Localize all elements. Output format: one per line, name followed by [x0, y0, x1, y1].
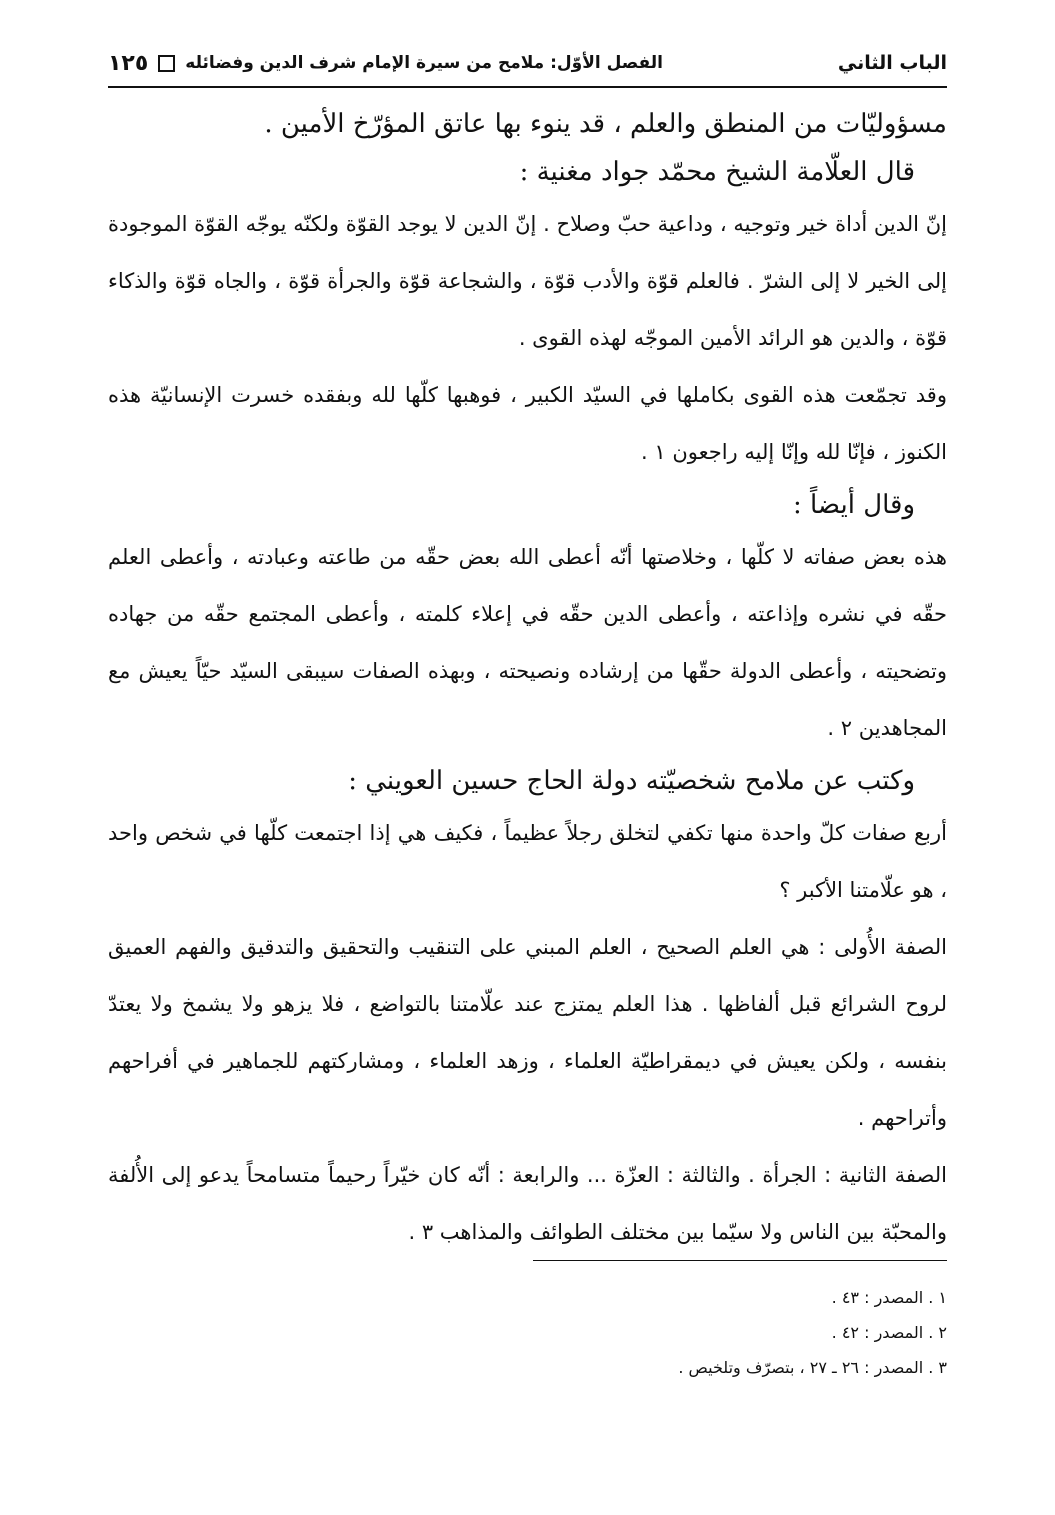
part-title: الباب الثاني — [837, 52, 947, 74]
paragraph-heading-also: وقال أيضاً : — [792, 490, 915, 520]
chapter-title-group — [108, 51, 663, 76]
quote-paragraph: وقد تجمّعت هذه القوى بكاملها في السيّد الكبير ، فوهبها كلّها لله وبفقده خسرت الإنسانيّة هذه الكنوز ، فإنّا لله وإنّا إليه راجعون ١ . — [108, 383, 947, 464]
footnote-divider — [533, 1260, 947, 1261]
footnote-1: ١ . المصدر : ٤٣ . — [831, 1288, 947, 1307]
paragraph-heading-mughniyya: قال العلّامة الشيخ محمّد جواد مغنية : — [519, 157, 915, 187]
quote-paragraph: أربع صفات كلّ واحدة منها تكفي لتخلق رجلاً عظيماً ، فكيف هي إذا اجتمعت كلّها في شخص واحد ، هو علّامتنا الأكبر ؟ — [108, 821, 947, 902]
quote-paragraph: إنّ الدين أداة خير وتوجيه ، وداعية حبّ وصلاح . إنّ الدين لا يوجد القوّة ولكنّه يوجّه القوّة الموجودة إلى الخير لا إلى الشرّ . فالعلم قوّة والأدب قوّة ، والشجاعة قوّة والجرأة قوّة ، والجاه قوّة والذكاء قوّة ، والدين هو الرائد الأمين الموجّه لهذه القوى . — [108, 212, 947, 350]
square-ornament-icon — [158, 55, 175, 72]
paragraph-heading-uwayni: وكتب عن ملامح شخصيّته دولة الحاج حسين العويني : — [348, 766, 915, 796]
footnotes — [108, 1280, 947, 1385]
footnote-2: ٢ . المصدر : ٤٢ . — [831, 1323, 947, 1342]
quote-paragraph: الصفة الأُولى : هي العلم الصحيح ، العلم المبني على التنقيب والتحقيق والتدقيق والفهم العميق لروح الشرائع قبل ألفاظها . هذا العلم يمتزج عند علّامتنا بالتواضع ، فلا يزهو ولا يشمخ ولا يعتدّ بنفسه ، ولكن يعيش في ديمقراطيّة العلماء ، وزهد العلماء ، ومشاركتهم للجماهير في أفراحهم وأتراحهم . — [108, 935, 947, 1130]
paragraph-intro: مسؤوليّات من المنطق والعلم ، قد ينوء بها عاتق المؤرّخ الأمين . — [264, 109, 947, 139]
running-header — [108, 40, 947, 88]
chapter-title: الفصل الأوّل: ملامح من سيرة الإمام شرف الدين وفضائله — [185, 53, 663, 73]
page-number: ١٢٥ — [108, 50, 149, 76]
quote-paragraph: الصفة الثانية : الجرأة . والثالثة : العزّة ... والرابعة : أنّه كان خيّراً رحيماً متسامحاً يدعو إلى الأُلفة والمحبّة بين الناس ولا سيّما بين مختلف الطوائف والمذاهب ٣ . — [108, 1163, 947, 1244]
body-text — [108, 100, 947, 1261]
quote-paragraph: هذه بعض صفاته لا كلّها ، وخلاصتها أنّه أعطى الله بعض حقّه من طاعته وعبادته ، وأعطى العلم حقّه في نشره وإذاعته ، وأعطى الدين حقّه في إعلاء كلمته ، وأعطى المجتمع حقّه من جهاده وتضحيته ، وأعطى الدولة حقّها من إرشاده ونصيحته ، وبهذه الصفات سيبقى السيّد حيّاً يعيش مع المجاهدين ٢ . — [108, 545, 947, 740]
footnote-3: ٣ . المصدر : ٢٦ ـ ٢٧ ، بتصرّف وتلخيص . — [678, 1358, 947, 1377]
